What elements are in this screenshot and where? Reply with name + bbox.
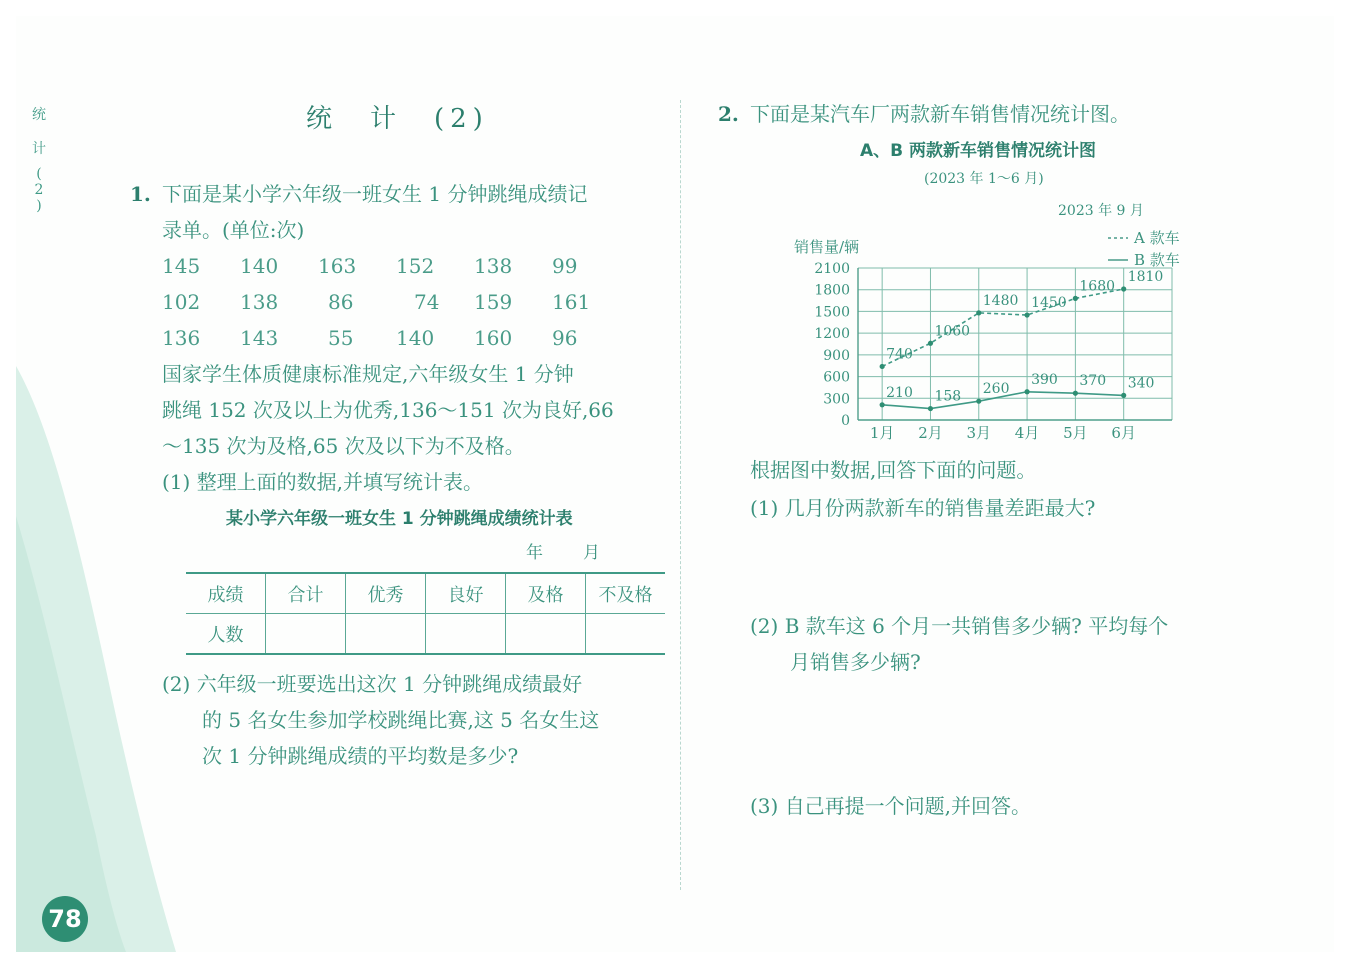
table-header: 优秀	[346, 573, 426, 614]
x-tick-label: 6月	[1111, 424, 1136, 442]
data-label: 390	[1031, 371, 1058, 388]
answer-cell-good[interactable]	[426, 614, 506, 655]
q1-sub2-line3: 次 1 分钟跳绳成绩的平均数是多少?	[202, 744, 519, 768]
y-tick-label: 1200	[814, 326, 850, 343]
x-tick-label: 2月	[918, 424, 943, 442]
table-header-row	[186, 573, 665, 614]
side-char: (	[36, 166, 42, 182]
side-char: 计	[32, 141, 46, 157]
y-axis-label: 销售量/辆	[794, 238, 860, 256]
legend-label: B 款车	[1134, 251, 1180, 269]
answer-cell-total[interactable]	[266, 614, 346, 655]
data-point	[976, 310, 981, 315]
answer-cell-pass[interactable]	[506, 614, 586, 655]
table-header: 良好	[426, 573, 506, 614]
data-label: 1810	[1127, 268, 1164, 285]
y-tick-label: 0	[841, 413, 850, 429]
data-label: 1060	[934, 323, 971, 340]
x-tick-label: 3月	[966, 424, 992, 442]
q1-sub2-line1: (2) 六年级一班要选出这次 1 分钟跳绳成绩最好	[162, 672, 583, 696]
data-label: 1480	[982, 292, 1019, 309]
x-tick-label: 4月	[1014, 424, 1040, 442]
q2-after-chart: 根据图中数据,回答下面的问题。	[750, 458, 1037, 482]
q1-sub1: (1) 整理上面的数据,并填写统计表。	[162, 470, 484, 494]
side-char: 统	[32, 107, 46, 123]
data-point	[928, 406, 933, 411]
data-point	[1121, 286, 1126, 291]
page-number: 78	[42, 896, 88, 942]
data-row: 145 140 163 152 138 99	[162, 254, 578, 278]
data-label: 740	[886, 346, 913, 363]
data-label: 370	[1079, 373, 1107, 390]
table-row	[186, 614, 665, 655]
table-header: 不及格	[586, 573, 666, 614]
workbook-page	[16, 16, 1334, 952]
q1-number: 1.	[130, 182, 151, 206]
data-label: 158	[934, 388, 962, 405]
q2-sub3: (3) 自己再提一个问题,并回答。	[750, 794, 1032, 818]
sales-line-chart	[756, 224, 1196, 464]
data-label: 1680	[1079, 278, 1116, 295]
answer-cell-fail[interactable]	[586, 614, 666, 655]
table-header: 合计	[266, 573, 346, 614]
data-label: 260	[982, 381, 1010, 398]
table-title: 某小学六年级一班女生 1 分钟跳绳成绩统计表	[226, 509, 573, 529]
chart-date: 2023 年 9 月	[1058, 203, 1144, 219]
table-row-label: 人数	[186, 614, 266, 655]
answer-cell-excellent[interactable]	[346, 614, 426, 655]
y-tick-label: 1500	[814, 304, 850, 321]
q2-sub1: (1) 几月份两款新车的销售量差距最大?	[750, 496, 1096, 520]
data-label: 1450	[1031, 295, 1067, 312]
table-header: 成绩	[186, 573, 266, 614]
y-tick-label: 300	[823, 391, 850, 408]
side-label	[30, 98, 48, 214]
y-tick-label: 600	[823, 369, 850, 386]
data-row: 136 143 55 140 160 96	[162, 326, 578, 350]
data-point	[1121, 393, 1126, 398]
side-char: 2	[34, 182, 44, 198]
side-char: )	[36, 198, 42, 214]
data-point	[880, 402, 885, 407]
x-tick-label: 1月	[869, 424, 895, 442]
standard-line2: 跳绳 152 次及以上为优秀,136～151 次为良好,66	[162, 398, 614, 422]
y-tick-label: 2100	[814, 261, 850, 277]
standard-line3: ～135 次为及格,65 次及以下为不及格。	[162, 434, 525, 458]
legend-label: A 款车	[1134, 229, 1180, 247]
q2-number: 2.	[718, 102, 739, 126]
data-label: 210	[886, 384, 913, 401]
chart-title: A、B 两款新车销售情况统计图	[860, 141, 1097, 161]
table-header: 及格	[506, 573, 586, 614]
score-table	[186, 572, 665, 655]
q2-intro: 下面是某汽车厂两款新车销售情况统计图。	[750, 102, 1130, 126]
q1-intro-line1: 下面是某小学六年级一班女生 1 分钟跳绳成绩记	[162, 182, 588, 206]
data-point	[1073, 391, 1078, 396]
data-point	[976, 399, 981, 404]
chart-subtitle: (2023 年 1～6 月)	[924, 171, 1044, 187]
table-date: 年 月	[526, 543, 602, 563]
data-point	[1024, 312, 1029, 317]
y-tick-label: 900	[823, 347, 850, 364]
data-row: 102 138 86 74 159 161	[162, 290, 591, 314]
data-point	[880, 364, 885, 369]
page-divider	[680, 100, 681, 890]
q1-sub2-line2: 的 5 名女生参加学校跳绳比赛,这 5 名女生这	[202, 708, 600, 732]
page-title: 统 计 (2)	[306, 104, 489, 134]
q2-sub2-line1: (2) B 款车这 6 个月一共销售多少辆? 平均每个	[750, 614, 1169, 638]
standard-line1: 国家学生体质健康标准规定,六年级女生 1 分钟	[162, 362, 574, 386]
y-tick-label: 1800	[814, 282, 850, 299]
data-label: 340	[1127, 375, 1155, 392]
data-point	[1073, 296, 1078, 301]
data-point	[928, 341, 933, 346]
x-tick-label: 5月	[1063, 424, 1088, 442]
q1-intro-line2: 录单。(单位:次)	[162, 218, 305, 242]
q2-sub2-line2: 月销售多少辆?	[790, 650, 921, 674]
data-point	[1024, 389, 1029, 394]
